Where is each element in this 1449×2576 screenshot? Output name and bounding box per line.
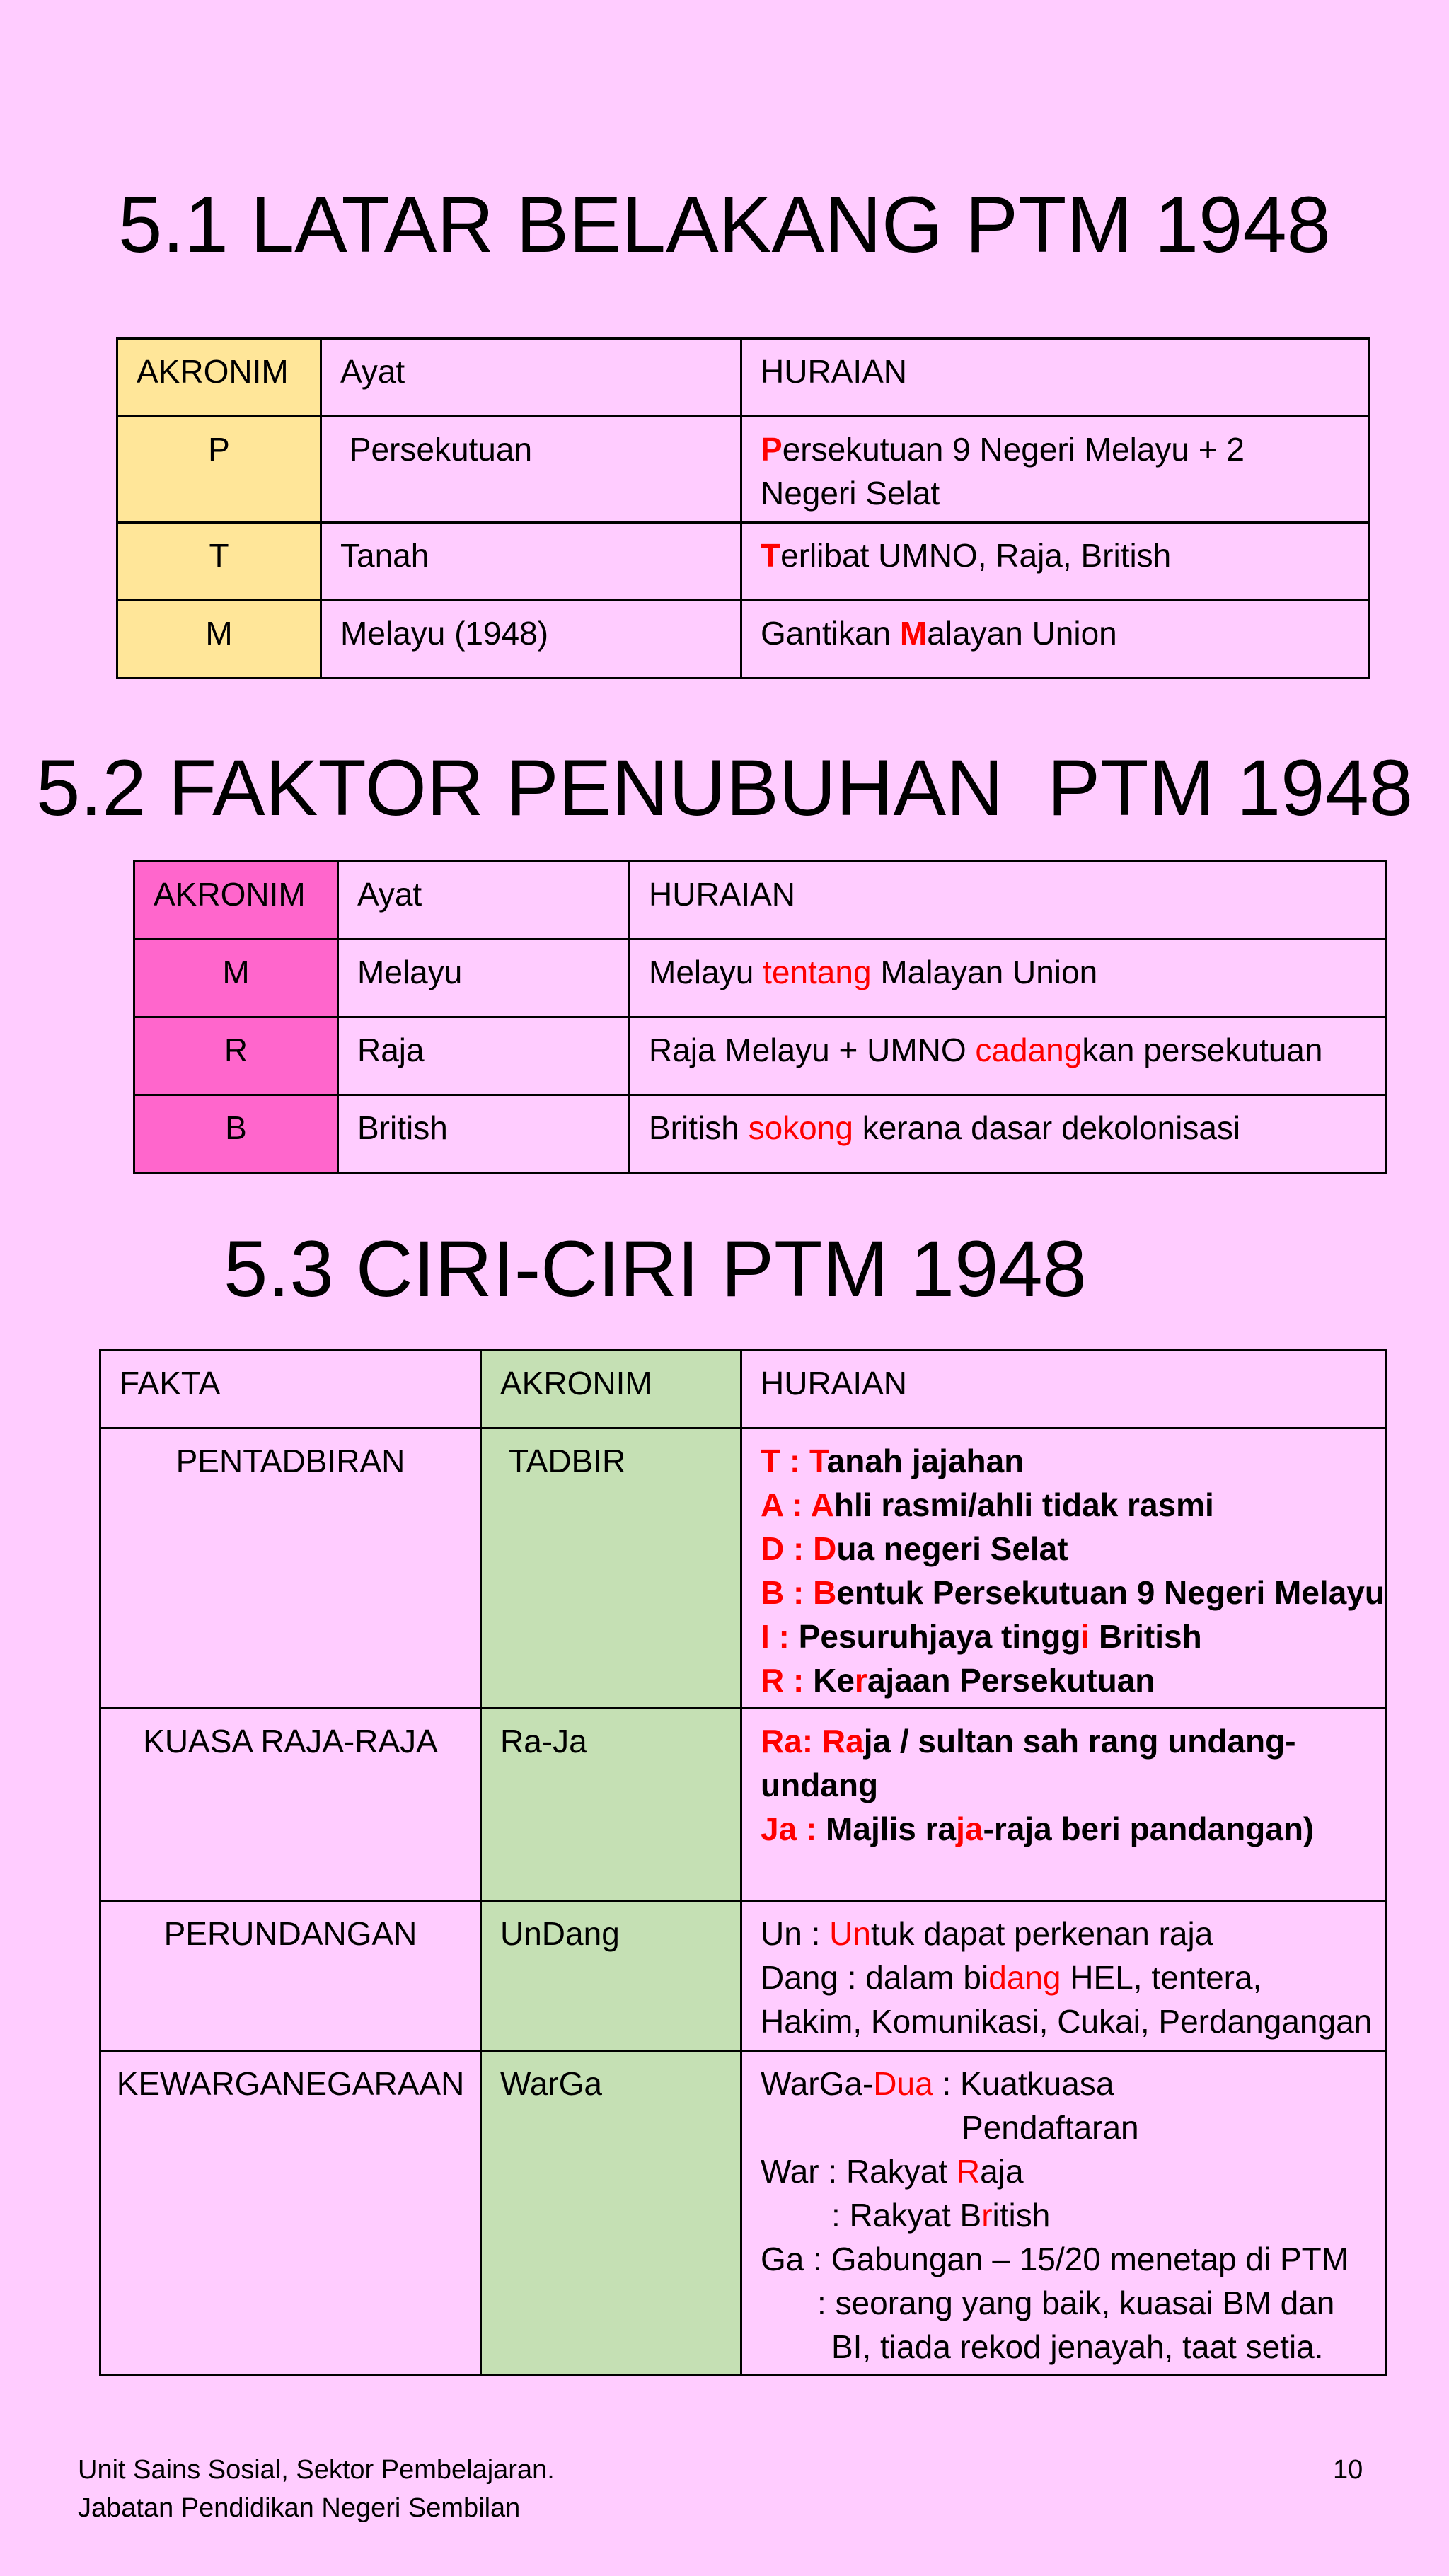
- highlight-letter: A: [810, 1486, 834, 1523]
- fakta-cell: KEWARGANEGARAAN: [100, 2051, 481, 2375]
- table-row: [117, 523, 1370, 601]
- key-letter: I :: [761, 1618, 799, 1655]
- huraian-text: Melayu: [649, 954, 763, 990]
- highlight-letter: T: [761, 537, 781, 574]
- huraian-text: WarGa-: [761, 2065, 874, 2102]
- table-row: [134, 1017, 1387, 1095]
- key-letter: R :: [761, 1662, 814, 1699]
- huraian-text: kan persekutuan: [1082, 1032, 1323, 1068]
- section-title-5-1: 5.1 LATAR BELAKANG PTM 1948: [118, 180, 1331, 269]
- huraian-text: hli rasmi/ahli tidak rasmi: [833, 1486, 1214, 1523]
- huraian-text: anah jajahan: [826, 1443, 1024, 1479]
- huraian-text: British: [649, 1109, 749, 1146]
- huraian-text: ajaan Persekutuan: [867, 1662, 1155, 1699]
- table-header-row: [117, 339, 1370, 417]
- table-header-row: [134, 862, 1387, 940]
- header-ayat: Ayat: [321, 339, 741, 417]
- huraian-text: HEL, tentera,: [1061, 1959, 1262, 1996]
- key-letter: A :: [761, 1486, 811, 1523]
- huraian-cell: [630, 940, 1387, 1017]
- huraian-cell: [741, 601, 1370, 678]
- highlight-word: Un: [829, 1915, 871, 1952]
- huraian-text: erlibat UMNO, Raja, British: [780, 537, 1172, 574]
- section-title-5-3: 5.3 CIRI-CIRI PTM 1948: [224, 1225, 1087, 1313]
- akronim-cell: WarGa: [481, 2051, 741, 2375]
- akronim-cell: TADBIR: [481, 1428, 741, 1709]
- highlight-word: dang: [988, 1959, 1061, 1996]
- huraian-text: undang: [761, 1767, 879, 1803]
- table-row: [117, 417, 1370, 523]
- huraian-cell: [741, 1901, 1387, 2051]
- highlight-word: Dua: [873, 2065, 933, 2102]
- huraian-text: tuk dapat perkenan raja: [870, 1915, 1213, 1952]
- table-row: [100, 2051, 1387, 2375]
- huraian-line: [761, 2149, 1385, 2193]
- huraian-text: Ke: [813, 1662, 855, 1699]
- key-letter: T :: [761, 1443, 809, 1479]
- highlight-word: sokong: [748, 1109, 853, 1146]
- header-huraian: HURAIAN: [741, 339, 1370, 417]
- highlight-letter: ja: [956, 1810, 983, 1847]
- akronim-cell: UnDang: [481, 1901, 741, 2051]
- header-akronim: AKRONIM: [117, 339, 321, 417]
- huraian-cell: [741, 2051, 1387, 2375]
- huraian-text: ersekutuan 9 Negeri Melayu + 2: [782, 431, 1245, 468]
- table-row: [134, 1095, 1387, 1173]
- header-akronim: AKRONIM: [481, 1351, 741, 1428]
- section-title-5-2: 5.2 FAKTOR PENUBUHAN PTM 1948: [35, 744, 1414, 832]
- huraian-text: : Rakyat B: [831, 2197, 982, 2234]
- huraian-text: Negeri Selat: [761, 475, 940, 512]
- akronim-cell: R: [134, 1017, 338, 1095]
- header-fakta: FAKTA: [100, 1351, 481, 1428]
- key-letter: D :: [761, 1530, 814, 1567]
- page-number: 10: [1333, 2455, 1363, 2485]
- ayat-cell: British: [338, 1095, 630, 1173]
- highlight-letter: B: [813, 1574, 837, 1611]
- highlight-word: tentang: [763, 954, 872, 990]
- highlight-word: cadang: [975, 1032, 1083, 1068]
- huraian-text: aja: [980, 2153, 1024, 2190]
- huraian-cell: [741, 417, 1370, 523]
- huraian-line: Ga : Gabungan – 15/20 menetap di PTM: [761, 2241, 1349, 2277]
- highlight-letter: R: [956, 2153, 981, 2190]
- akronim-cell: P: [117, 417, 321, 523]
- highlight-letter: T: [809, 1443, 827, 1479]
- huraian-text: Raja Melayu + UMNO: [649, 1032, 976, 1068]
- header-huraian: HURAIAN: [630, 862, 1387, 940]
- key-letter: B :: [761, 1574, 814, 1611]
- huraian-text: alayan Union: [927, 615, 1117, 652]
- huraian-cell: [630, 1017, 1387, 1095]
- footer-line-1: Unit Sains Sosial, Sektor Pembelajaran.: [78, 2455, 555, 2485]
- huraian-cell: [741, 523, 1370, 601]
- huraian-line: BI, tiada rekod jenayah, taat setia.: [831, 2328, 1324, 2365]
- huraian-text: : Kuatkuasa: [933, 2065, 1114, 2102]
- ayat-cell: Melayu (1948): [321, 601, 741, 678]
- table-row: [117, 601, 1370, 678]
- highlight-letter: D: [813, 1530, 837, 1567]
- huraian-text: ua negeri Selat: [836, 1530, 1068, 1567]
- highlight-letter: r: [981, 2197, 993, 2234]
- huraian-text: Hakim, Komunikasi, Cukai, Perdangangan: [761, 2003, 1373, 2040]
- huraian-text: ja / sultan sah rang undang-: [863, 1723, 1296, 1760]
- huraian-text: Dang : dalam bi: [761, 1959, 989, 1996]
- akronim-cell: M: [117, 601, 321, 678]
- table-row: [100, 1709, 1387, 1901]
- table-row: [134, 940, 1387, 1017]
- highlight-letter: Ra: [821, 1723, 864, 1760]
- ayat-cell: Melayu: [338, 940, 630, 1017]
- huraian-cell: [741, 1428, 1387, 1709]
- huraian-text: Pesuruhjaya tingg: [798, 1618, 1081, 1655]
- huraian-text: Gantikan: [761, 615, 900, 652]
- huraian-text: kerana dasar dekolonisasi: [853, 1109, 1241, 1146]
- highlight-letter: P: [761, 431, 783, 468]
- huraian-line: [761, 2193, 1385, 2237]
- footer-organization: [78, 2451, 555, 2527]
- huraian-text: Un :: [761, 1915, 830, 1952]
- huraian-line: [761, 2062, 1385, 2106]
- fakta-cell: PERUNDANGAN: [100, 1901, 481, 2051]
- akronim-cell: T: [117, 523, 321, 601]
- footer-line-2: Jabatan Pendidikan Negeri Sembilan: [78, 2493, 521, 2523]
- huraian-text: British: [1090, 1618, 1202, 1655]
- huraian-text: itish: [992, 2197, 1051, 2234]
- table-header-row: [100, 1351, 1387, 1428]
- table-ciri-ciri: [99, 1349, 1387, 2376]
- header-huraian: HURAIAN: [741, 1351, 1387, 1428]
- ayat-cell: Raja: [338, 1017, 630, 1095]
- header-ayat: Ayat: [338, 862, 630, 940]
- huraian-line: Pendaftaran: [962, 2109, 1139, 2146]
- akronim-cell: Ra-Ja: [481, 1709, 741, 1901]
- akronim-cell: M: [134, 940, 338, 1017]
- highlight-letter: i: [1080, 1618, 1090, 1655]
- huraian-text: -raja beri pandangan): [983, 1810, 1315, 1847]
- header-akronim: AKRONIM: [134, 862, 338, 940]
- highlight-letter: M: [899, 615, 928, 652]
- huraian-cell: [741, 1709, 1387, 1901]
- huraian-text: Majlis ra: [826, 1810, 957, 1847]
- huraian-text: Malayan Union: [871, 954, 1098, 990]
- ayat-cell: Persekutuan: [321, 417, 741, 523]
- akronim-cell: B: [134, 1095, 338, 1173]
- huraian-text: entuk Persekutuan 9 Negeri Melayu: [836, 1574, 1385, 1611]
- huraian-line: : seorang yang baik, kuasai BM dan: [817, 2285, 1335, 2321]
- table-faktor-penubuhan: [133, 860, 1387, 1174]
- highlight-letter: r: [854, 1662, 867, 1699]
- fakta-cell: PENTADBIRAN: [100, 1428, 481, 1709]
- table-row: [100, 1901, 1387, 2051]
- key-letter: Ra:: [761, 1723, 822, 1760]
- table-row: [100, 1428, 1387, 1709]
- ayat-cell: Tanah: [321, 523, 741, 601]
- fakta-cell: KUASA RAJA-RAJA: [100, 1709, 481, 1901]
- key-letter: Ja :: [761, 1810, 826, 1847]
- table-latar-belakang: [116, 337, 1370, 679]
- huraian-text: War : Rakyat: [761, 2153, 957, 2190]
- huraian-cell: [630, 1095, 1387, 1173]
